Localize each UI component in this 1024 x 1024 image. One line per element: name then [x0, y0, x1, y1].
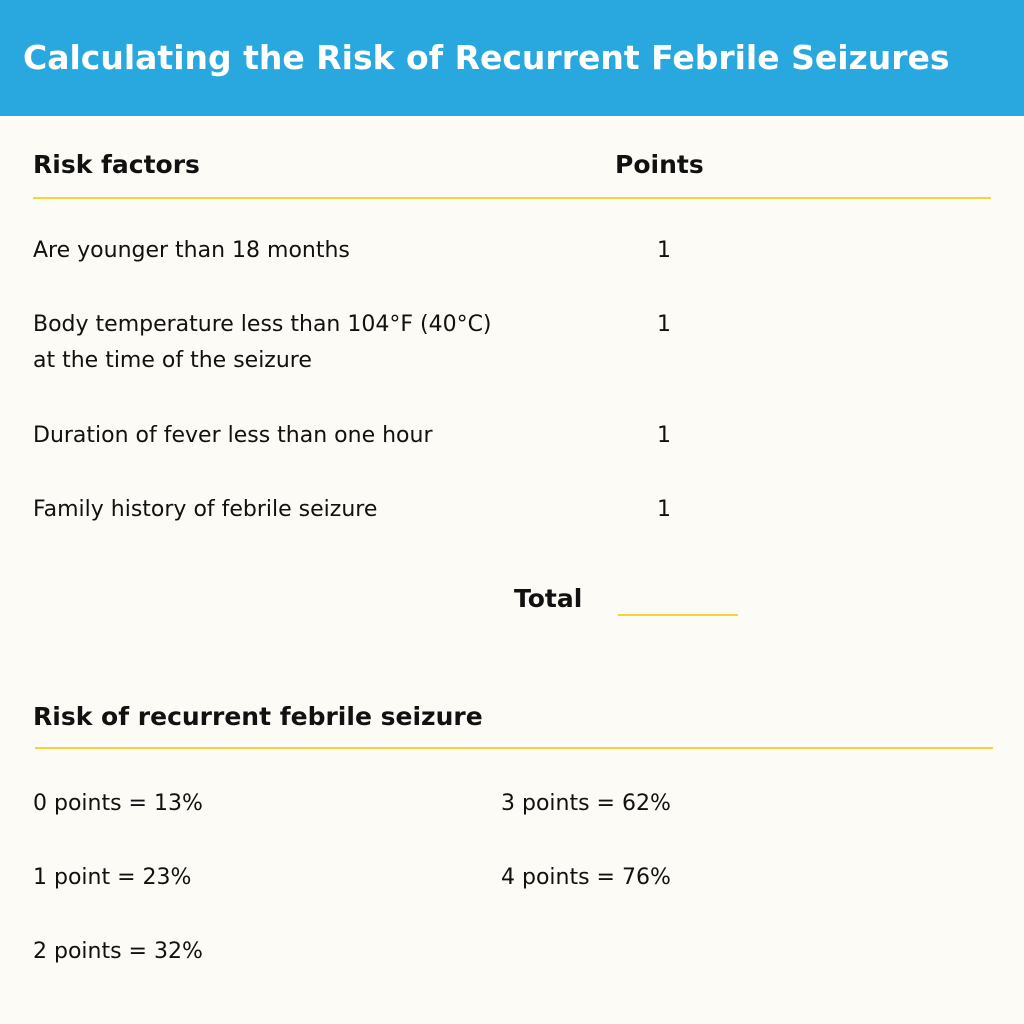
risk-factor-age: Are younger than 18 months — [33, 238, 350, 263]
points-age: 1 — [657, 238, 671, 263]
risk-factor-temperature: Body temperature less than 104°F (40°C) — [33, 312, 492, 337]
risk-item-0-points: 0 points = 13% — [33, 791, 203, 816]
points-fever-duration: 1 — [657, 423, 671, 448]
total-label: Total — [514, 584, 583, 613]
risk-item-4-points: 4 points = 76% — [501, 865, 671, 890]
risk-factor-fever-duration: Duration of fever less than one hour — [33, 423, 433, 448]
title-banner — [0, 0, 1024, 116]
header-points: Points — [615, 150, 704, 179]
risk-item-3-points: 3 points = 62% — [501, 791, 671, 816]
header-risk-factors: Risk factors — [33, 150, 200, 179]
risk-item-1-point: 1 point = 23% — [33, 865, 192, 890]
points-temperature: 1 — [657, 312, 671, 337]
risk-section-heading: Risk of recurrent febrile seizure — [33, 702, 483, 731]
points-family-history: 1 — [657, 497, 671, 522]
risk-factor-temperature-line2: at the time of the seizure — [33, 348, 312, 373]
risk-item-2-points: 2 points = 32% — [33, 939, 203, 964]
risk-factor-family-history: Family history of febrile seizure — [33, 497, 378, 522]
page-title: Calculating the Risk of Recurrent Febrile Seizures — [23, 38, 950, 77]
table-header-divider — [33, 197, 991, 199]
total-blank-line[interactable] — [618, 614, 738, 616]
risk-section-divider — [35, 747, 993, 749]
